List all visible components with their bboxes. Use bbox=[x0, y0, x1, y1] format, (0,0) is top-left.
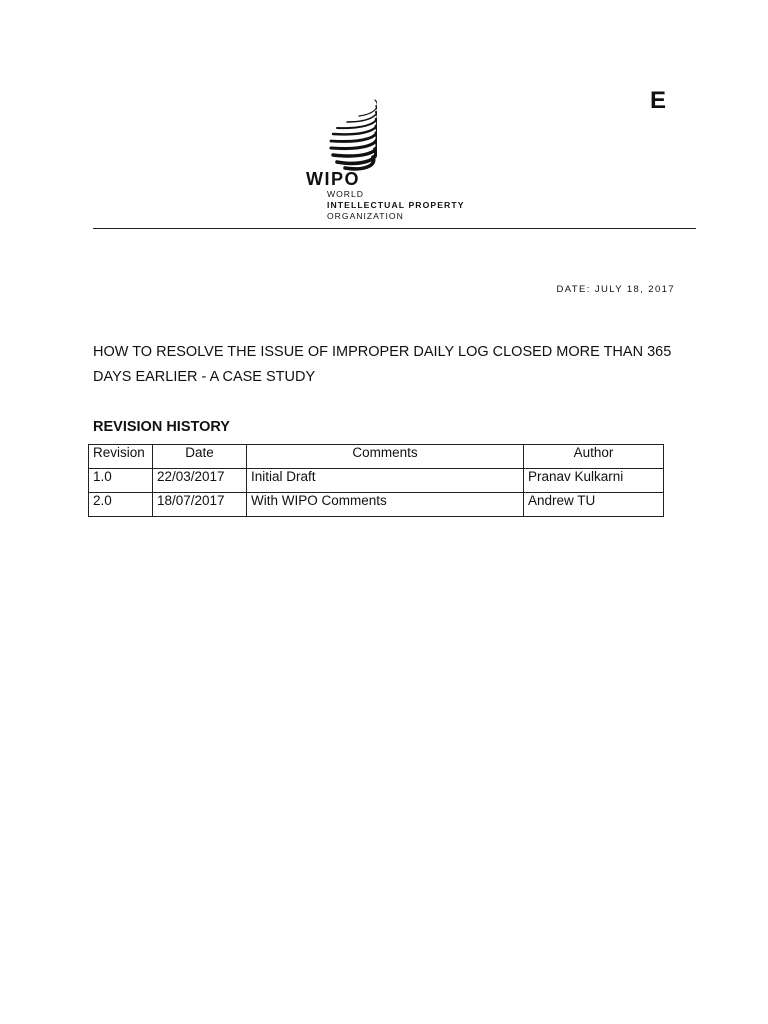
cell-author: Andrew TU bbox=[524, 493, 664, 517]
table-row bbox=[89, 493, 664, 517]
column-header-author: Author bbox=[524, 445, 664, 469]
column-header-date: Date bbox=[153, 445, 247, 469]
cell-revision: 1.0 bbox=[89, 469, 153, 493]
header-divider bbox=[93, 228, 696, 229]
column-header-revision: Revision bbox=[89, 445, 153, 469]
revision-history-table bbox=[88, 444, 664, 517]
table-row bbox=[89, 469, 664, 493]
revision-history-heading: REVISION HISTORY bbox=[93, 419, 230, 435]
cell-comments: With WIPO Comments bbox=[247, 493, 524, 517]
table-header-row bbox=[89, 445, 664, 469]
document-title: HOW TO RESOLVE THE ISSUE OF IMPROPER DAILY LOG CLOSED MORE THAN 365 DAYS EARLIER - A CASE STUDY bbox=[93, 344, 672, 385]
language-code: E bbox=[650, 87, 667, 114]
cell-comments: Initial Draft bbox=[247, 469, 524, 493]
logo-text-line: INTELLECTUAL PROPERTY bbox=[327, 200, 465, 210]
cell-revision: 2.0 bbox=[89, 493, 153, 517]
document-date: DATE: JULY 18, 2017 bbox=[556, 284, 675, 295]
logo-text-line: WORLD bbox=[327, 189, 364, 199]
cell-date: 22/03/2017 bbox=[153, 469, 247, 493]
logo-text-line: ORGANIZATION bbox=[327, 211, 404, 221]
cell-date: 18/07/2017 bbox=[153, 493, 247, 517]
logo-acronym: WIPO bbox=[306, 169, 360, 189]
wipo-emblem-icon bbox=[329, 96, 377, 172]
cell-author: Pranav Kulkarni bbox=[524, 469, 664, 493]
column-header-comments: Comments bbox=[247, 445, 524, 469]
wipo-logo bbox=[305, 96, 490, 224]
